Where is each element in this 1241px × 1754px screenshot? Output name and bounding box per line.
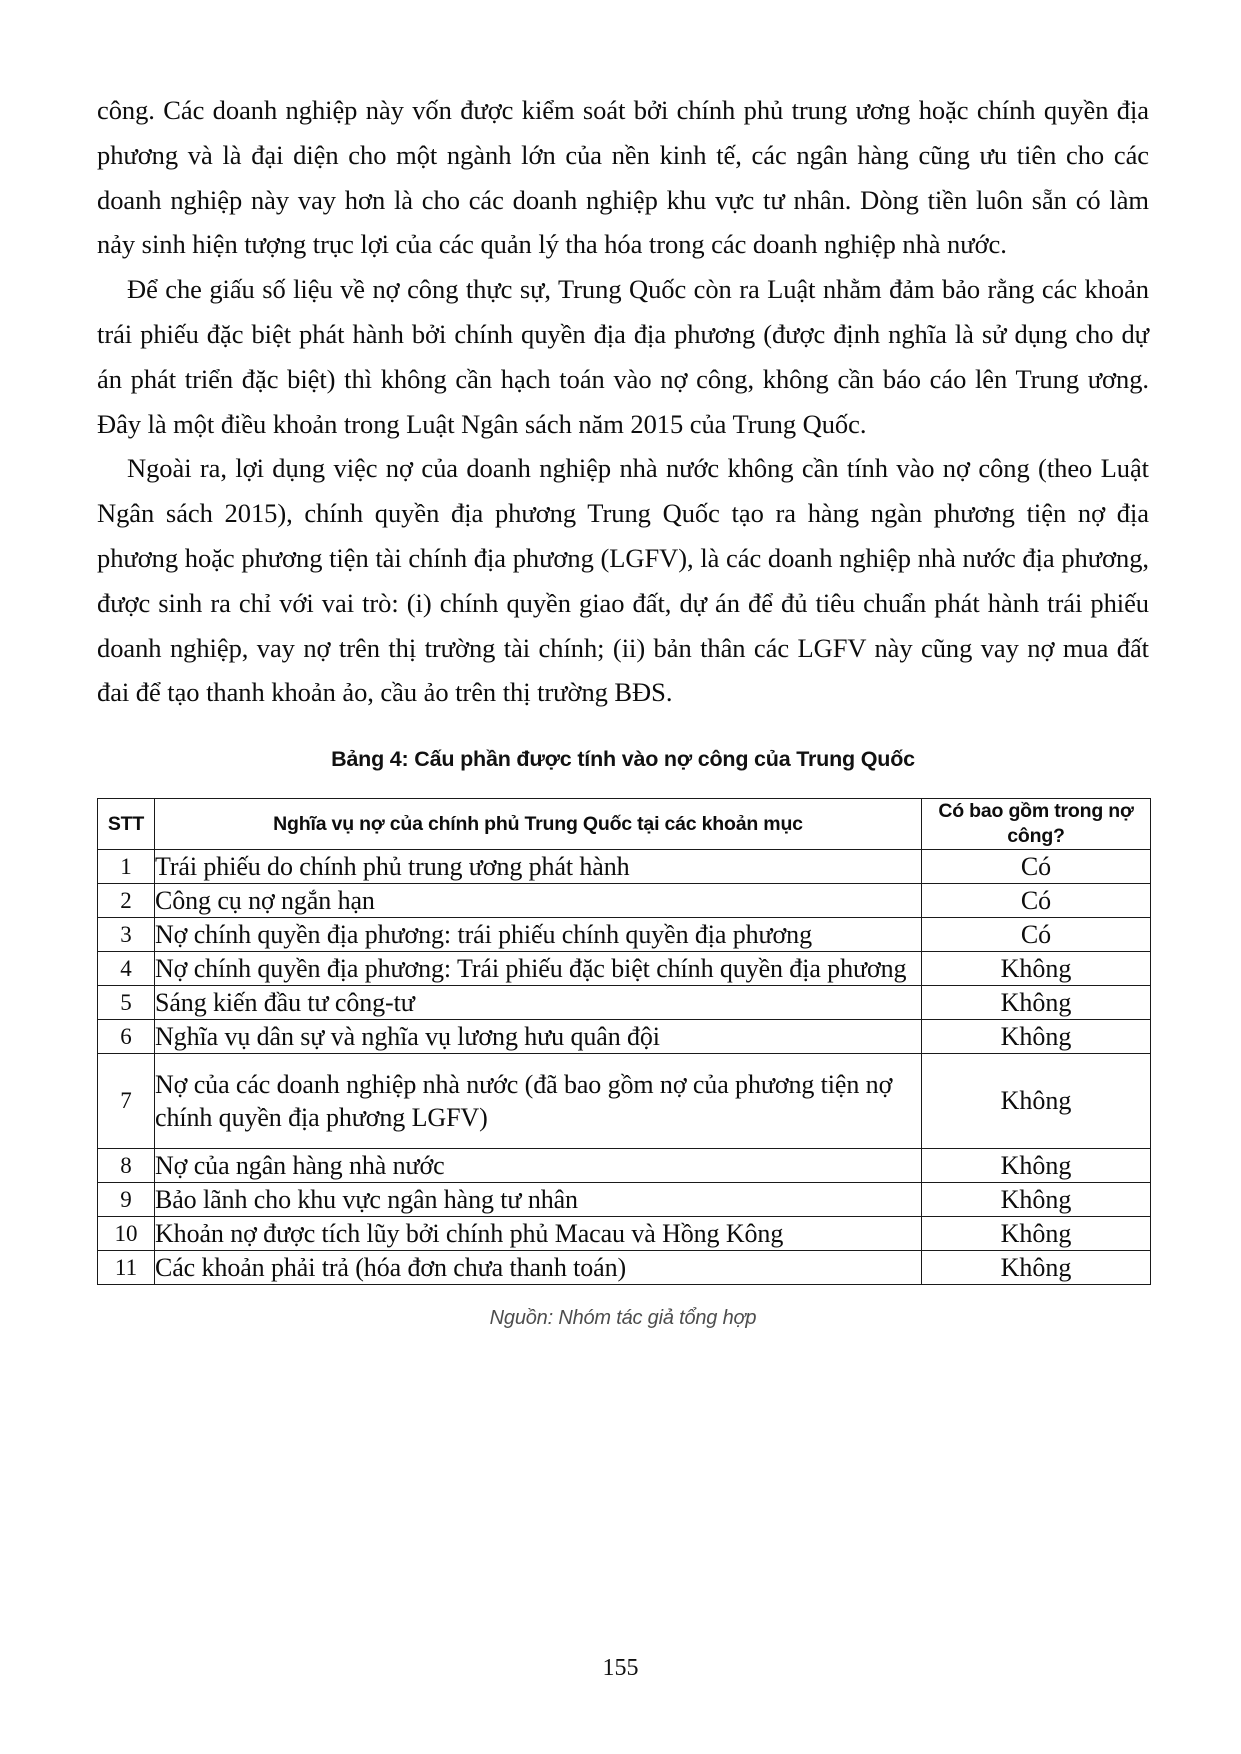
table-header [98,799,1151,850]
cell-stt: 9 [98,1183,155,1217]
cell-stt: 1 [98,850,155,884]
cell-answer: Không [922,1054,1151,1149]
cell-description: Sáng kiến đầu tư công-tư [155,986,922,1020]
cell-answer: Không [922,1020,1151,1054]
page-number: 155 [602,1655,639,1681]
cell-answer: Không [922,1183,1151,1217]
cell-stt: 10 [98,1217,155,1251]
table-row [98,884,1151,918]
table-source-note: Nguồn: Nhóm tác giả tổng hợp [489,1307,757,1330]
cell-answer: Không [922,1217,1151,1251]
cell-answer: Không [922,986,1151,1020]
cell-answer: Không [922,1149,1151,1183]
cell-answer: Có [922,850,1151,884]
cell-description: Nợ của các doanh nghiệp nhà nước (đã bao gồm nợ của phương tiện nợ chính quyền địa phương LGFV) [155,1054,922,1149]
table-body [98,850,1151,1285]
table-row [98,918,1151,952]
cell-answer: Không [922,952,1151,986]
public-debt-components-table [97,798,1151,1285]
cell-answer: Có [922,918,1151,952]
cell-answer: Không [922,1251,1151,1285]
table-row [98,1020,1151,1054]
cell-stt: 11 [98,1251,155,1285]
table-row [98,952,1151,986]
cell-stt: 7 [98,1054,155,1149]
table-row [98,986,1151,1020]
cell-stt: 3 [98,918,155,952]
cell-stt: 6 [98,1020,155,1054]
cell-stt: 4 [98,952,155,986]
table-row [98,1149,1151,1183]
cell-description: Nợ của ngân hàng nhà nước [155,1149,922,1183]
cell-description: Nợ chính quyền địa phương: Trái phiếu đặc biệt chính quyền địa phương [155,952,922,986]
column-header-description: Nghĩa vụ nợ của chính phủ Trung Quốc tại các khoản mục [155,799,922,850]
column-header-answer: Có bao gồm trong nợ công? [922,799,1151,850]
paragraph-3: Ngoài ra, lợi dụng việc nợ của doanh nghiệp nhà nước không cần tính vào nợ công (theo Luật Ngân sách 2015), chính quyền địa phương Trung Quốc tạo ra hàng ngàn phương tiện nợ địa phương hoặc phương tiện tài chính địa phương (LGFV), là các doanh nghiệp nhà nước địa phương, được sinh ra chỉ với vai trò: (i) chính quyền giao đất, dự án để đủ tiêu chuẩn phát hành trái phiếu doanh nghiệp, vay nợ trên thị trường tài chính; (ii) bản thân các LGFV này cũng vay nợ mua đất đai để tạo thanh khoản ảo, cầu ảo trên thị trường BĐS. [97,453,1149,708]
cell-description: Nợ chính quyền địa phương: trái phiếu chính quyền địa phương [155,918,922,952]
paragraph-1: công. Các doanh nghiệp này vốn được kiểm soát bởi chính phủ trung ương hoặc chính quyền địa phương và là đại diện cho một ngành lớn của nền kinh tế, các ngân hàng cũng ưu tiên cho các doanh nghiệp này vay hơn là cho các doanh nghiệp khu vực tư nhân. Dòng tiền luôn sẵn có làm nảy sinh hiện tượng trục lợi của các quản lý tha hóa trong các doanh nghiệp nhà nước. [97,95,1149,260]
cell-description: Công cụ nợ ngắn hạn [155,884,922,918]
cell-description: Trái phiếu do chính phủ trung ương phát hành [155,850,922,884]
table-row [98,850,1151,884]
cell-answer: Có [922,884,1151,918]
cell-stt: 8 [98,1149,155,1183]
table-caption: Bảng 4: Cấu phần được tính vào nợ công của Trung Quốc [331,747,915,772]
cell-stt: 5 [98,986,155,1020]
cell-description: Các khoản phải trả (hóa đơn chưa thanh toán) [155,1251,922,1285]
paragraph-2: Để che giấu số liệu về nợ công thực sự, Trung Quốc còn ra Luật nhằm đảm bảo rằng các khoản trái phiếu đặc biệt phát hành bởi chính quyền địa địa phương (được định nghĩa là sử dụng cho dự án phát triển đặc biệt) thì không cần hạch toán vào nợ công, không cần báo cáo lên Trung ương. Đây là một điều khoản trong Luật Ngân sách năm 2015 của Trung Quốc. [97,274,1149,439]
cell-description: Bảo lãnh cho khu vực ngân hàng tư nhân [155,1183,922,1217]
cell-description: Nghĩa vụ dân sự và nghĩa vụ lương hưu quân đội [155,1020,922,1054]
table-header-row [98,799,1151,850]
table-row [98,1251,1151,1285]
table-row [98,1217,1151,1251]
cell-description: Khoản nợ được tích lũy bởi chính phủ Macau và Hồng Kông [155,1217,922,1251]
table-row [98,1183,1151,1217]
cell-stt: 2 [98,884,155,918]
column-header-stt: STT [98,799,155,850]
table-row [98,1054,1151,1149]
